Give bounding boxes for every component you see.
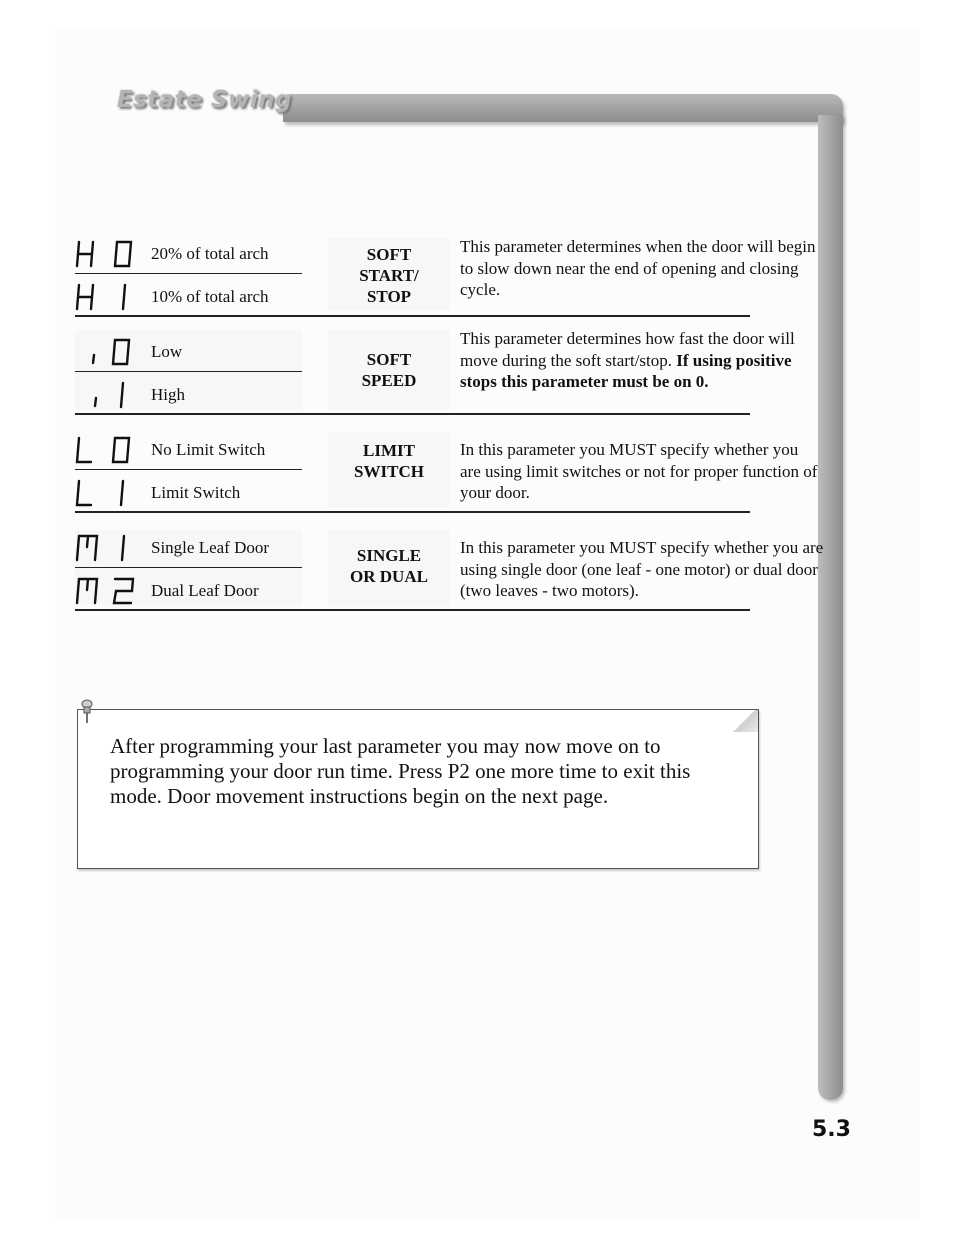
option-label: No Limit Switch: [151, 440, 266, 459]
display-code-m2-icon: [75, 576, 140, 606]
option-row: [75, 276, 302, 318]
display-code-l0-icon: [75, 435, 140, 465]
option-label: Limit Switch: [151, 483, 241, 502]
param-name: SOFT SPEED: [361, 350, 417, 390]
display-code-i1-icon: [75, 380, 140, 410]
param-name: SINGLE OR DUAL: [350, 546, 428, 586]
option-label: 20% of total arch: [151, 244, 269, 263]
param-description: This parameter determines when the door will begin to slow down near the end of opening and closing cycle.: [460, 237, 816, 299]
option-row: [75, 233, 302, 275]
display-code-h1-icon: [75, 282, 140, 312]
display-code-l1-icon: [75, 478, 140, 508]
param-name: SOFT START/ STOP: [359, 245, 419, 306]
display-code-h0-icon: [75, 239, 140, 269]
option-row: [75, 331, 302, 373]
option-label: Low: [151, 342, 183, 361]
display-code-i0-icon: [75, 337, 140, 367]
note-text: After programming your last parameter you may now move on to programming your door run time. Press P2 one more time to exit this mode. Door movement instructions begin on the next page.: [110, 734, 691, 808]
option-row: [75, 527, 302, 569]
option-row: [75, 472, 302, 514]
option-label: Single Leaf Door: [151, 538, 270, 557]
param-description: This parameter determines how fast the door will move during the soft start/stop. If using positive stops this parameter must be on 0.: [460, 329, 795, 391]
param-description: In this parameter you MUST specify whether you are using single door (one leaf - one motor) or dual door (two leaves - two motors).: [460, 538, 824, 600]
header-bar: [283, 94, 843, 122]
brand-title: Estate Swing: [117, 87, 293, 113]
side-rail: [818, 115, 843, 1100]
option-label: 10% of total arch: [151, 287, 269, 306]
page-number: 5.3: [812, 1117, 851, 1142]
option-row: [75, 570, 302, 612]
option-label: High: [151, 385, 185, 404]
pushpin-icon: [80, 699, 94, 725]
option-label: Dual Leaf Door: [151, 581, 259, 600]
param-description: In this parameter you MUST specify whether you are using limit switches or not for proper function of your door.: [460, 440, 818, 502]
option-row: [75, 374, 302, 416]
page-background: [55, 30, 920, 1220]
display-code-m1-icon: [75, 533, 140, 563]
param-name: LIMIT SWITCH: [354, 441, 424, 481]
page-curl: [730, 710, 758, 732]
option-row: [75, 429, 302, 471]
note-box: [77, 709, 759, 869]
